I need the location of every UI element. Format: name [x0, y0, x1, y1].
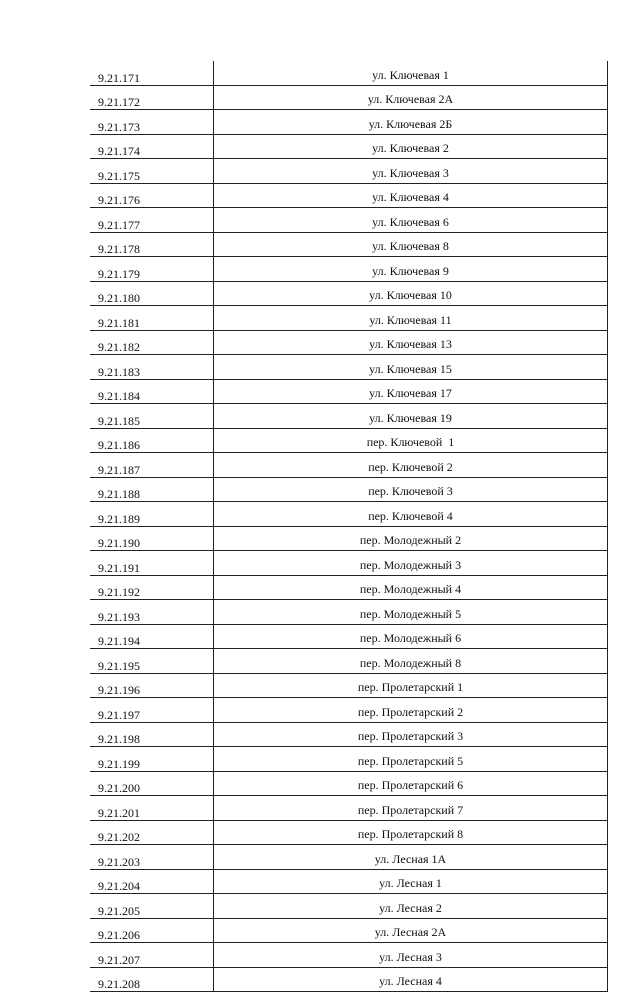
row-address-cell: ул. Ключевая 3	[214, 159, 608, 184]
row-address-cell: ул. Ключевая 9	[214, 257, 608, 282]
row-address-cell: ул. Ключевая 11	[214, 306, 608, 331]
row-address-cell: ул. Ключевая 17	[214, 379, 608, 404]
table-row	[90, 428, 608, 453]
row-code-cell: 9.21.182	[90, 330, 214, 355]
table-row	[90, 894, 608, 919]
table-row	[90, 183, 608, 208]
table-row	[90, 967, 608, 992]
table-row	[90, 526, 608, 551]
row-address-cell: пер. Молодежный 2	[214, 526, 608, 551]
table-row	[90, 673, 608, 698]
row-address-cell: ул. Ключевая 13	[214, 330, 608, 355]
row-code-cell: 9.21.184	[90, 379, 214, 404]
table-row	[90, 85, 608, 110]
row-code-cell: 9.21.180	[90, 281, 214, 306]
row-address-cell: ул. Лесная 2	[214, 894, 608, 919]
row-code-cell: 9.21.176	[90, 183, 214, 208]
row-address-cell: пер. Ключевой 1	[214, 428, 608, 453]
table-row	[90, 134, 608, 159]
row-code-cell: 9.21.193	[90, 600, 214, 625]
table-row	[90, 404, 608, 429]
row-address-cell: ул. Лесная 1А	[214, 845, 608, 870]
row-address-cell: пер. Пролетарский 2	[214, 698, 608, 723]
row-address-cell: ул. Ключевая 1	[214, 61, 608, 85]
row-address-cell: ул. Лесная 4	[214, 967, 608, 992]
row-address-cell: ул. Ключевая 19	[214, 404, 608, 429]
row-address-cell: ул. Лесная 1	[214, 869, 608, 894]
table-row	[90, 649, 608, 674]
address-table	[90, 61, 608, 992]
row-code-cell: 9.21.179	[90, 257, 214, 282]
row-code-cell: 9.21.188	[90, 477, 214, 502]
row-code-cell: 9.21.183	[90, 355, 214, 380]
row-address-cell: ул. Ключевая 4	[214, 183, 608, 208]
table-row	[90, 845, 608, 870]
row-code-cell: 9.21.207	[90, 943, 214, 968]
row-code-cell: 9.21.194	[90, 624, 214, 649]
row-address-cell: ул. Лесная 3	[214, 943, 608, 968]
row-code-cell: 9.21.192	[90, 575, 214, 600]
table-row	[90, 918, 608, 943]
row-code-cell: 9.21.200	[90, 771, 214, 796]
table-row	[90, 624, 608, 649]
table-row	[90, 820, 608, 845]
row-code-cell: 9.21.205	[90, 894, 214, 919]
row-code-cell: 9.21.199	[90, 747, 214, 772]
row-address-cell: пер. Пролетарский 8	[214, 820, 608, 845]
row-code-cell: 9.21.196	[90, 673, 214, 698]
row-address-cell: ул. Ключевая 8	[214, 232, 608, 257]
row-address-cell: пер. Молодежный 5	[214, 600, 608, 625]
row-address-cell: пер. Пролетарский 6	[214, 771, 608, 796]
row-address-cell: пер. Пролетарский 1	[214, 673, 608, 698]
table-row	[90, 869, 608, 894]
row-address-cell: пер. Молодежный 3	[214, 551, 608, 576]
table-row	[90, 551, 608, 576]
row-code-cell: 9.21.198	[90, 722, 214, 747]
table-row	[90, 453, 608, 478]
row-code-cell: 9.21.187	[90, 453, 214, 478]
table-row	[90, 698, 608, 723]
row-code-cell: 9.21.177	[90, 208, 214, 233]
row-address-cell: пер. Пролетарский 5	[214, 747, 608, 772]
table-row	[90, 747, 608, 772]
row-address-cell: ул. Ключевая 2Б	[214, 110, 608, 135]
row-address-cell: ул. Ключевая 2А	[214, 85, 608, 110]
row-address-cell: пер. Ключевой 4	[214, 502, 608, 527]
row-code-cell: 9.21.191	[90, 551, 214, 576]
row-code-cell: 9.21.189	[90, 502, 214, 527]
row-address-cell: пер. Ключевой 3	[214, 477, 608, 502]
row-code-cell: 9.21.174	[90, 134, 214, 159]
table-row	[90, 232, 608, 257]
table-row	[90, 355, 608, 380]
row-code-cell: 9.21.178	[90, 232, 214, 257]
row-code-cell: 9.21.175	[90, 159, 214, 184]
table-row	[90, 600, 608, 625]
table-row	[90, 110, 608, 135]
row-code-cell: 9.21.208	[90, 967, 214, 992]
table-row	[90, 575, 608, 600]
row-address-cell: пер. Пролетарский 7	[214, 796, 608, 821]
row-address-cell: ул. Ключевая 10	[214, 281, 608, 306]
table-row	[90, 306, 608, 331]
table-row	[90, 771, 608, 796]
row-code-cell: 9.21.202	[90, 820, 214, 845]
row-address-cell: ул. Лесная 2А	[214, 918, 608, 943]
table-row	[90, 796, 608, 821]
row-code-cell: 9.21.206	[90, 918, 214, 943]
table-row	[90, 943, 608, 968]
table-row	[90, 502, 608, 527]
row-address-cell: пер. Ключевой 2	[214, 453, 608, 478]
table-row	[90, 208, 608, 233]
row-address-cell: пер. Молодежный 6	[214, 624, 608, 649]
row-code-cell: 9.21.195	[90, 649, 214, 674]
row-code-cell: 9.21.186	[90, 428, 214, 453]
table-row	[90, 477, 608, 502]
row-code-cell: 9.21.203	[90, 845, 214, 870]
row-address-cell: пер. Пролетарский 3	[214, 722, 608, 747]
table-row	[90, 722, 608, 747]
row-code-cell: 9.21.171	[90, 61, 214, 85]
row-address-cell: ул. Ключевая 2	[214, 134, 608, 159]
row-code-cell: 9.21.190	[90, 526, 214, 551]
row-code-cell: 9.21.197	[90, 698, 214, 723]
row-code-cell: 9.21.181	[90, 306, 214, 331]
row-address-cell: пер. Молодежный 4	[214, 575, 608, 600]
row-address-cell: ул. Ключевая 15	[214, 355, 608, 380]
row-code-cell: 9.21.204	[90, 869, 214, 894]
row-code-cell: 9.21.201	[90, 796, 214, 821]
table-row	[90, 330, 608, 355]
table-row	[90, 281, 608, 306]
row-code-cell: 9.21.173	[90, 110, 214, 135]
table-row	[90, 379, 608, 404]
row-address-cell: ул. Ключевая 6	[214, 208, 608, 233]
row-address-cell: пер. Молодежный 8	[214, 649, 608, 674]
row-code-cell: 9.21.185	[90, 404, 214, 429]
table-row	[90, 159, 608, 184]
table-row	[90, 61, 608, 85]
row-code-cell: 9.21.172	[90, 85, 214, 110]
address-table-body	[90, 61, 608, 992]
table-row	[90, 257, 608, 282]
